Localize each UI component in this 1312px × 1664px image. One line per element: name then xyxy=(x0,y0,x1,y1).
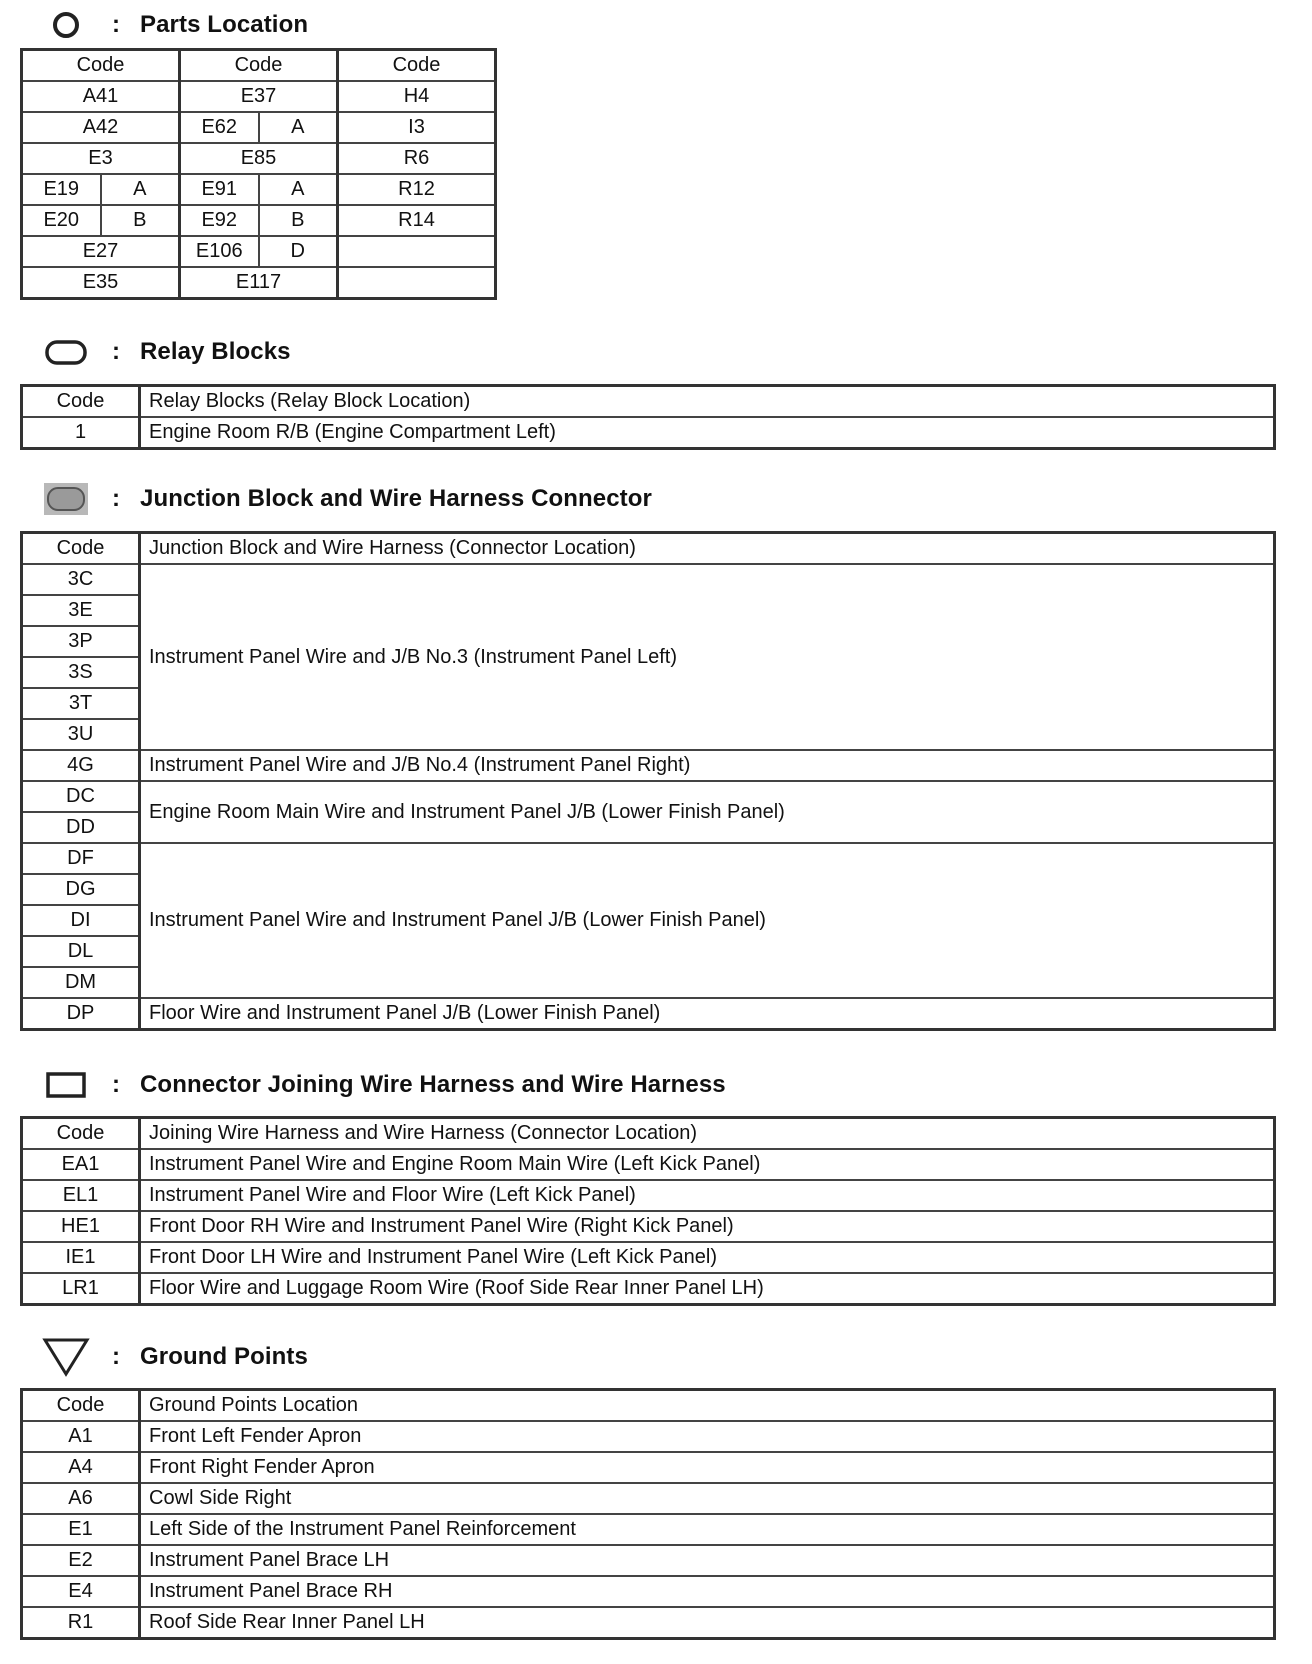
part-code-cell: A42 xyxy=(22,112,180,143)
header-colon: : xyxy=(112,1071,120,1098)
part-code-cell: R14 xyxy=(338,205,496,236)
relay-block-rounded-rect-icon xyxy=(42,334,90,370)
ground-point-triangle-icon xyxy=(42,1339,90,1375)
table-row xyxy=(22,112,496,143)
description-cell: Instrument Panel Wire and J/B No.3 (Instrument Panel Left) xyxy=(140,564,1275,750)
table-row xyxy=(22,1607,1275,1639)
section-title: Ground Points xyxy=(140,1343,308,1370)
relay-blocks-header xyxy=(42,334,291,370)
table-row xyxy=(22,1514,1275,1545)
code-cell: E1 xyxy=(22,1514,140,1545)
header-colon: : xyxy=(112,338,120,365)
description-cell: Instrument Panel Wire and Floor Wire (Left Kick Panel) xyxy=(140,1180,1275,1211)
description-cell: Front Right Fender Apron xyxy=(140,1452,1275,1483)
table-row xyxy=(22,998,1275,1030)
description-header: Relay Blocks (Relay Block Location) xyxy=(140,386,1275,418)
code-cell: DI xyxy=(22,905,140,936)
table-row xyxy=(22,174,496,205)
code-cell: DD xyxy=(22,812,140,843)
table-row xyxy=(22,1180,1275,1211)
code-cell: E4 xyxy=(22,1576,140,1607)
part-code-cell: E91 xyxy=(180,174,259,205)
code-cell: EL1 xyxy=(22,1180,140,1211)
table-row xyxy=(22,1545,1275,1576)
header-colon: : xyxy=(112,11,120,38)
part-code-cell: E85 xyxy=(180,143,338,174)
description-cell: Front Door RH Wire and Instrument Panel Wire (Right Kick Panel) xyxy=(140,1211,1275,1242)
table-row xyxy=(22,1421,1275,1452)
description-cell: Instrument Panel Brace LH xyxy=(140,1545,1275,1576)
header-colon: : xyxy=(112,485,120,512)
part-code-cell: E117 xyxy=(180,267,338,299)
table-row xyxy=(22,1483,1275,1514)
part-code-cell: E19 xyxy=(22,174,101,205)
table-header-row xyxy=(22,1390,1275,1422)
description-cell: Engine Room Main Wire and Instrument Panel J/B (Lower Finish Panel) xyxy=(140,781,1275,843)
part-code-cell: I3 xyxy=(338,112,496,143)
code-cell: R1 xyxy=(22,1607,140,1639)
part-code-cell: E62 xyxy=(180,112,259,143)
description-cell: Cowl Side Right xyxy=(140,1483,1275,1514)
part-code-cell: A xyxy=(101,174,180,205)
part-code-cell: R12 xyxy=(338,174,496,205)
description-cell: Front Door LH Wire and Instrument Panel Wire (Left Kick Panel) xyxy=(140,1242,1275,1273)
table-header-row xyxy=(22,386,1275,418)
description-cell: Instrument Panel Brace RH xyxy=(140,1576,1275,1607)
table-row xyxy=(22,1211,1275,1242)
part-code-cell: D xyxy=(259,236,338,267)
description-cell: Instrument Panel Wire and J/B No.4 (Instrument Panel Right) xyxy=(140,750,1275,781)
code-cell: 3P xyxy=(22,626,140,657)
description-header: Joining Wire Harness and Wire Harness (Connector Location) xyxy=(140,1118,1275,1150)
code-cell: A6 xyxy=(22,1483,140,1514)
table-row xyxy=(22,81,496,112)
description-cell: Floor Wire and Instrument Panel J/B (Lower Finish Panel) xyxy=(140,998,1275,1030)
code-cell: 1 xyxy=(22,417,140,449)
code-cell: IE1 xyxy=(22,1242,140,1273)
part-code-cell xyxy=(338,236,496,267)
code-cell: E2 xyxy=(22,1545,140,1576)
table-row xyxy=(22,1452,1275,1483)
code-cell: LR1 xyxy=(22,1273,140,1305)
connector-rect-icon xyxy=(42,1067,90,1103)
code-cell: 3C xyxy=(22,564,140,595)
description-cell: Instrument Panel Wire and Instrument Panel J/B (Lower Finish Panel) xyxy=(140,843,1275,998)
code-header: Code xyxy=(22,1118,140,1150)
junction-block-header xyxy=(42,481,652,517)
table-row xyxy=(22,143,496,174)
ground-points-table xyxy=(20,1388,1276,1640)
part-code-cell: A xyxy=(259,174,338,205)
code-cell: 3E xyxy=(22,595,140,626)
code-cell: 4G xyxy=(22,750,140,781)
code-cell: 3T xyxy=(22,688,140,719)
parts-location-header xyxy=(42,7,308,43)
connector-joining-header xyxy=(42,1067,726,1103)
part-code-cell: A xyxy=(259,112,338,143)
junction-block-shaded-icon xyxy=(42,481,90,517)
code-cell: DP xyxy=(22,998,140,1030)
table-row xyxy=(22,843,1275,874)
code-cell: DM xyxy=(22,967,140,998)
parts-location-circle-icon xyxy=(42,7,90,43)
description-cell: Front Left Fender Apron xyxy=(140,1421,1275,1452)
table-row xyxy=(22,781,1275,812)
code-cell: A1 xyxy=(22,1421,140,1452)
code-cell: DC xyxy=(22,781,140,812)
table-header-row xyxy=(22,1118,1275,1150)
relay-blocks-table xyxy=(20,384,1276,450)
table-row xyxy=(22,417,1275,449)
code-cell: A4 xyxy=(22,1452,140,1483)
code-cell: DL xyxy=(22,936,140,967)
part-code-cell: E37 xyxy=(180,81,338,112)
part-code-cell: E35 xyxy=(22,267,180,299)
table-row xyxy=(22,1576,1275,1607)
description-cell: Engine Room R/B (Engine Compartment Left) xyxy=(140,417,1275,449)
code-cell: DG xyxy=(22,874,140,905)
section-title: Relay Blocks xyxy=(140,338,291,365)
table-row xyxy=(22,1273,1275,1305)
table-row xyxy=(22,564,1275,595)
part-code-cell: H4 xyxy=(338,81,496,112)
section-title: Connector Joining Wire Harness and Wire Harness xyxy=(140,1071,726,1098)
code-header: Code xyxy=(338,50,496,82)
description-cell: Left Side of the Instrument Panel Reinforcement xyxy=(140,1514,1275,1545)
code-header: Code xyxy=(22,1390,140,1422)
description-cell: Floor Wire and Luggage Room Wire (Roof Side Rear Inner Panel LH) xyxy=(140,1273,1275,1305)
connector-joining-table xyxy=(20,1116,1276,1306)
code-cell: 3S xyxy=(22,657,140,688)
code-header: Code xyxy=(22,50,180,82)
part-code-cell: A41 xyxy=(22,81,180,112)
table-row xyxy=(22,1149,1275,1180)
part-code-cell: B xyxy=(101,205,180,236)
section-title: Junction Block and Wire Harness Connector xyxy=(140,485,652,512)
code-header: Code xyxy=(180,50,338,82)
ground-points-header xyxy=(42,1339,308,1375)
header-colon: : xyxy=(112,1343,120,1370)
part-code-cell xyxy=(338,267,496,299)
code-cell: 3U xyxy=(22,719,140,750)
part-code-cell: E20 xyxy=(22,205,101,236)
description-header: Junction Block and Wire Harness (Connector Location) xyxy=(140,533,1275,565)
junction-block-table xyxy=(20,531,1276,1031)
part-code-cell: R6 xyxy=(338,143,496,174)
table-header-row xyxy=(22,50,496,82)
section-title: Parts Location xyxy=(140,11,309,38)
code-cell: HE1 xyxy=(22,1211,140,1242)
parts-location-table xyxy=(20,48,497,300)
part-code-cell: E3 xyxy=(22,143,180,174)
table-row xyxy=(22,750,1275,781)
part-code-cell: B xyxy=(259,205,338,236)
code-cell: EA1 xyxy=(22,1149,140,1180)
code-header: Code xyxy=(22,386,140,418)
table-row xyxy=(22,236,496,267)
table-row xyxy=(22,267,496,299)
description-cell: Roof Side Rear Inner Panel LH xyxy=(140,1607,1275,1639)
part-code-cell: E92 xyxy=(180,205,259,236)
code-header: Code xyxy=(22,533,140,565)
code-cell: DF xyxy=(22,843,140,874)
description-cell: Instrument Panel Wire and Engine Room Main Wire (Left Kick Panel) xyxy=(140,1149,1275,1180)
table-row xyxy=(22,1242,1275,1273)
part-code-cell: E27 xyxy=(22,236,180,267)
table-header-row xyxy=(22,533,1275,565)
table-row xyxy=(22,205,496,236)
description-header: Ground Points Location xyxy=(140,1390,1275,1422)
part-code-cell: E106 xyxy=(180,236,259,267)
